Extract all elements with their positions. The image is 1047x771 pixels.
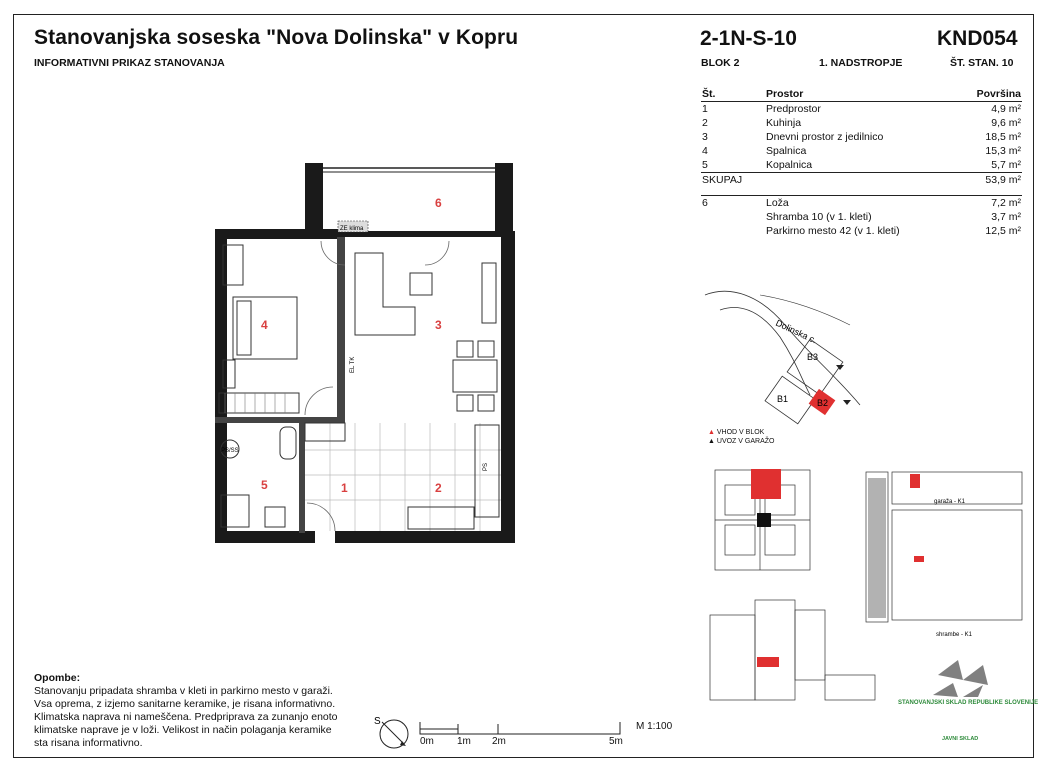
- notes: [34, 672, 354, 750]
- cell-no: [701, 224, 765, 238]
- ps-ss-label: PS/SS: [221, 448, 239, 454]
- table-row: [701, 116, 1022, 130]
- total-area: 53,9 m²: [957, 173, 1022, 188]
- block-b1: [765, 376, 815, 424]
- cell-room: Predprostor: [766, 103, 821, 115]
- table-row: [701, 144, 1022, 158]
- floor-label: 1. NADSTROPJE: [819, 57, 903, 69]
- parking-highlight: [910, 474, 920, 488]
- table-row: [701, 224, 1022, 238]
- unit-code: 2-1N-S-10: [700, 27, 797, 50]
- table-row: [701, 102, 1022, 117]
- cell-area: 3,7 m²: [991, 211, 1021, 223]
- el-tk-label: EL TK: [350, 356, 356, 373]
- legend-item: ▲ UVOZ V GARAŽO: [708, 438, 775, 445]
- logo-text: STANOVANJSKI SKLAD REPUBLIKE SLOVENIJE: [898, 700, 1039, 706]
- wall: [299, 423, 305, 533]
- cell-no: 2: [702, 117, 708, 129]
- cell-room: Kopalnica: [766, 159, 813, 171]
- unit-highlight: [751, 469, 781, 499]
- block-b3-label: B3: [807, 352, 819, 362]
- notes-line: Klimatska naprava ni nameščena. Predpriprava za zunanjo enoto: [34, 711, 338, 723]
- road: [705, 291, 860, 405]
- notes-line: Stanovanju pripadata shramba v kleti in parkirno mesto v garaži.: [34, 685, 333, 697]
- cell-no: 1: [702, 103, 708, 115]
- room-1-label: 1: [341, 481, 348, 495]
- street-label: Dolinska c.: [774, 317, 819, 346]
- table-row: [701, 210, 1022, 224]
- ps-label: PS: [483, 462, 489, 471]
- storage-label: shrambe - K1: [936, 632, 973, 638]
- section-highlight: [757, 657, 779, 667]
- wall: [215, 229, 345, 239]
- legend-entrance: VHOD V BLOK: [716, 429, 765, 436]
- cell-area: 4,9 m²: [991, 103, 1021, 115]
- block-b3: [787, 339, 843, 395]
- toilet: [280, 427, 296, 459]
- scale-tick: 1m: [457, 736, 471, 747]
- north-label: S: [374, 716, 381, 727]
- tv-unit: [482, 263, 496, 323]
- garage-plan: [862, 470, 1027, 638]
- table-small: [410, 273, 432, 295]
- radiator: [305, 423, 345, 441]
- col-header-room: Prostor: [765, 87, 957, 102]
- notes-heading: Opombe:: [34, 672, 81, 684]
- room-6-label: 6: [435, 196, 442, 210]
- table-row: [701, 196, 1022, 211]
- storage-highlight: [914, 556, 924, 562]
- col-header-area: Površina: [957, 87, 1022, 102]
- north-arrow: [372, 712, 416, 752]
- room-5-label: 5: [261, 478, 268, 492]
- cell-room: Shramba 10 (v 1. kleti): [766, 211, 872, 223]
- site-map: [700, 285, 875, 435]
- cell-area: 18,5 m²: [985, 131, 1021, 143]
- cell-area: 5,7 m²: [991, 159, 1021, 171]
- notes-line: Vsa oprema, z izjemo sanitarne keramike, je risana informativno.: [34, 698, 336, 710]
- total-row: [701, 173, 1022, 188]
- scale-bar: [418, 720, 628, 736]
- scale-tick: 2m: [492, 736, 506, 747]
- block-b2-label: B2: [817, 398, 829, 408]
- cell-no: 5: [702, 159, 708, 171]
- garage-label: garaža - K1: [934, 499, 966, 505]
- wall: [345, 231, 515, 237]
- logo-sub: JAVNI SKLAD: [942, 736, 979, 742]
- legend-garage: UVOZ V GARAŽO: [716, 438, 775, 445]
- cell-area: 12,5 m²: [985, 225, 1021, 237]
- wall: [501, 233, 515, 543]
- cell-no: 4: [702, 145, 708, 157]
- legend-item: ▲ VHOD V BLOK: [708, 429, 765, 436]
- logo-mark: [928, 655, 998, 700]
- floor-plan: [195, 155, 525, 550]
- table-row: [701, 158, 1022, 173]
- table-row: [701, 130, 1022, 144]
- cell-room: Dnevni prostor z jedilnico: [766, 131, 884, 143]
- page-title: Stanovanjska soseska "Nova Dolinska" v Kopru: [34, 26, 519, 49]
- wall: [495, 163, 513, 233]
- notes-line: klimatske naprave je v loži. Velikost in način polaganja keramike: [34, 724, 332, 736]
- notes-line: sta risana informativno.: [34, 737, 143, 749]
- radiator: [219, 393, 299, 413]
- block-b1-label: B1: [777, 394, 789, 404]
- room-2-label: 2: [435, 481, 442, 495]
- cell-room: Kuhinja: [766, 117, 802, 129]
- sink: [265, 507, 285, 527]
- cell-area: 7,2 m²: [991, 197, 1021, 209]
- col-header-no: Št.: [701, 87, 765, 102]
- knd-code: KND054: [937, 27, 1018, 50]
- tile-grid: [305, 423, 501, 531]
- map-legend: [708, 428, 774, 446]
- cell-room: Loža: [766, 197, 789, 209]
- cell-area: 9,6 m²: [991, 117, 1021, 129]
- cell-room: Spalnica: [766, 145, 807, 157]
- cell-no: 3: [702, 131, 708, 143]
- floor-key-plan: [705, 465, 825, 580]
- sofa: [355, 253, 415, 335]
- scale-tick: 5m: [609, 736, 623, 747]
- cell-no: 6: [702, 197, 708, 209]
- unit-number: ŠT. STAN. 10: [950, 57, 1014, 69]
- room-table: [701, 87, 1022, 238]
- cell-area: 15,3 m²: [985, 145, 1021, 157]
- wall: [215, 417, 345, 423]
- cell-no: [701, 210, 765, 224]
- scale-ratio: M 1:100: [636, 721, 673, 732]
- building-section: [705, 595, 880, 705]
- scale-tick: 0m: [420, 736, 434, 747]
- wall: [305, 163, 323, 233]
- room-3-label: 3: [435, 318, 442, 332]
- blok-label: BLOK 2: [701, 57, 740, 69]
- dining-table: [453, 360, 497, 392]
- page-subtitle: INFORMATIVNI PRIKAZ STANOVANJA: [34, 57, 225, 69]
- ze-klima-label: ZE klima: [340, 226, 364, 232]
- total-label: SKUPAJ: [701, 173, 957, 188]
- room-4-label: 4: [261, 318, 268, 332]
- wall: [335, 531, 515, 543]
- cell-room: Parkirno mesto 42 (v 1. kleti): [766, 225, 900, 237]
